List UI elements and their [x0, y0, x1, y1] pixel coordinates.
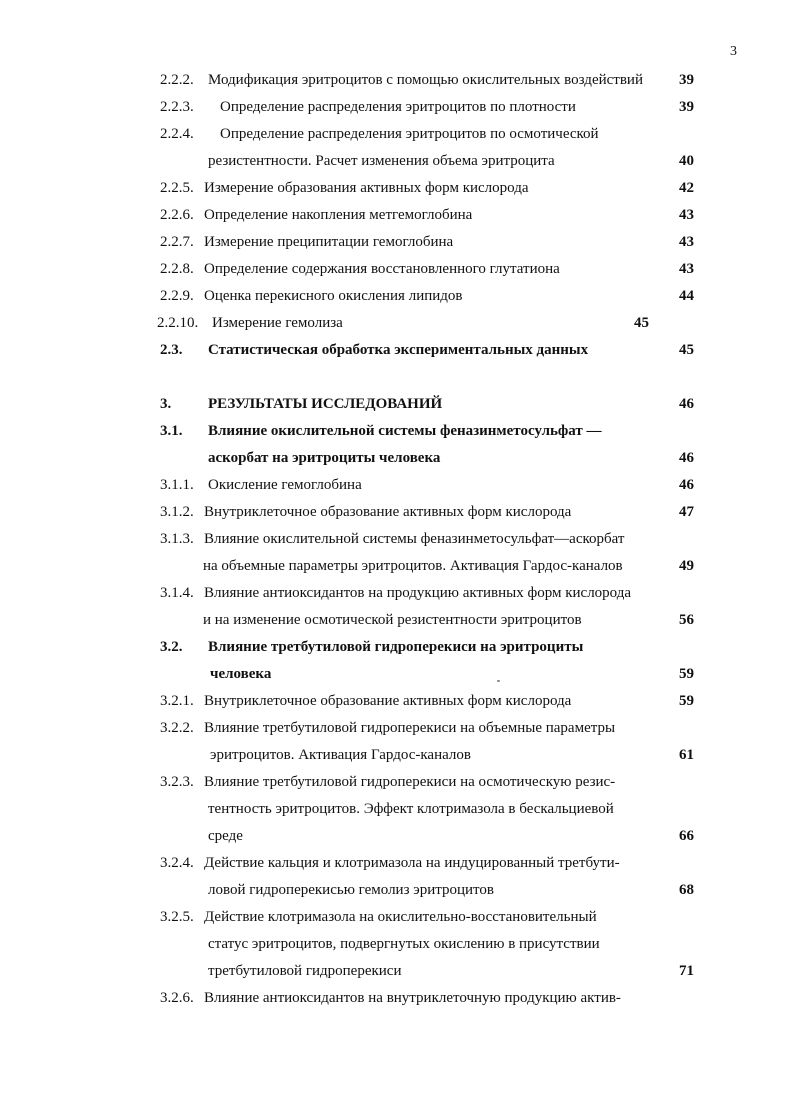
page-ref: 59: [679, 666, 694, 682]
toc-entry-2-2-3: [0, 95, 795, 119]
section-title: Влияние антиоксидантов на внутриклеточную продукцию актив-: [204, 990, 621, 1006]
section-number: 2.2.8.: [160, 261, 194, 277]
section-title-continuation: эритроцитов. Активация Гардос-каналов: [210, 747, 471, 763]
toc-entry-2-3: [0, 338, 795, 362]
section-number: 3.2.2.: [160, 720, 194, 736]
toc-entry-3-2-3-cont2: [0, 824, 795, 848]
toc-entry-3-2-3-cont: [0, 797, 795, 821]
page-ref: 42: [679, 180, 694, 196]
toc-entry-3-1-4-cont: [0, 608, 795, 632]
page-ref: 45: [634, 315, 649, 331]
page-ref: 46: [679, 396, 694, 412]
toc-entry-2-2-4-cont: [0, 149, 795, 173]
section-number: 2.2.7.: [160, 234, 194, 250]
page-ref: 46: [679, 450, 694, 466]
toc-entry-3-1-3: [0, 527, 795, 551]
section-number: 3.2.: [160, 639, 183, 655]
toc-entry-2-2-9: [0, 284, 795, 308]
toc-entry-3-2: [0, 635, 795, 659]
section-title: Измерение образования активных форм кислорода: [204, 180, 529, 196]
toc-entry-3-2-3: [0, 770, 795, 794]
section-title: Определение содержания восстановленного глутатиона: [204, 261, 560, 277]
toc-entry-3-2-5: [0, 905, 795, 929]
section-number: 2.2.4.: [160, 126, 194, 142]
section-title: Определение распределения эритроцитов по осмотической: [220, 126, 599, 142]
section-number: 2.3.: [160, 342, 183, 358]
section-number: 2.2.10.: [157, 315, 199, 331]
toc-entry-2-2-6: [0, 203, 795, 227]
toc-entry-3-2-6: [0, 986, 795, 1010]
toc-entry-3-2-2: [0, 716, 795, 740]
section-title-continuation: аскорбат на эритроциты человека: [208, 450, 441, 466]
page-ref: 45: [679, 342, 694, 358]
section-title-continuation: ловой гидроперекисью гемолиз эритроцитов: [208, 882, 494, 898]
section-title-continuation: резистентности. Расчет изменения объема эритроцита: [208, 153, 555, 169]
section-number: 3.1.4.: [160, 585, 194, 601]
section-number: 2.2.6.: [160, 207, 194, 223]
section-number: 3.2.1.: [160, 693, 194, 709]
toc-entry-3-2-cont: [0, 662, 795, 686]
toc-entry-3-2-2-cont: [0, 743, 795, 767]
toc-entry-2-2-10: [0, 311, 795, 335]
section-title: Влияние третбутиловой гидроперекиси на осмотическую резис-: [204, 774, 616, 790]
page-ref: 44: [679, 288, 694, 304]
toc-entry-3-1-4: [0, 581, 795, 605]
toc-entry-3-2-4: [0, 851, 795, 875]
section-title: Влияние антиоксидантов на продукцию активных форм кислорода: [204, 585, 632, 601]
section-number: 3.1.3.: [160, 531, 194, 547]
section-title-continuation: и на изменение осмотической резистентности эритроцитов: [203, 612, 582, 628]
section-title: Модификация эритроцитов с помощью окислительных воздействий: [208, 72, 643, 88]
section-number: 3.1.1.: [160, 477, 194, 493]
toc-entry-2-2-7: [0, 230, 795, 254]
section-number: 3.2.4.: [160, 855, 194, 871]
page-ref: 66: [679, 828, 694, 844]
page-ref: 47: [679, 504, 694, 520]
toc-entry-3-2-5-cont2: [0, 959, 795, 983]
section-title-continuation: человека: [210, 666, 272, 682]
page-ref: 68: [679, 882, 694, 898]
section-title: Влияние третбутиловой гидроперекиси на объемные параметры: [204, 720, 616, 736]
page-ref: 59: [679, 693, 694, 709]
toc-entry-3-1-1: [0, 473, 795, 497]
toc-entry-3: [0, 392, 795, 416]
toc-entry-2-2-4: [0, 122, 795, 146]
page-ref: 39: [679, 99, 694, 115]
page-ref: 71: [679, 963, 694, 979]
page-ref: 46: [679, 477, 694, 493]
toc-entry-2-2-5: [0, 176, 795, 200]
section-number: 3.2.3.: [160, 774, 194, 790]
section-title-continuation: тентность эритроцитов. Эффект клотримазола в бескальциевой: [208, 801, 614, 817]
section-title: Измерение преципитации гемоглобина: [204, 234, 454, 250]
page-ref: 43: [679, 207, 694, 223]
section-title: Действие кальция и клотримазола на индуцированный третбути-: [204, 855, 620, 871]
page-ref: 43: [679, 261, 694, 277]
page-ref: 49: [679, 558, 694, 574]
page-ref: 40: [679, 153, 694, 169]
section-title: Статистическая обработка экспериментальных данных: [208, 342, 589, 358]
section-title-continuation: третбутиловой гидроперекиси: [208, 963, 402, 979]
section-title: Влияние третбутиловой гидроперекиси на эритроциты: [208, 639, 584, 655]
section-title-continuation: на объемные параметры эритроцитов. Активация Гардос-каналов: [203, 558, 623, 574]
toc-entry-3-2-1: [0, 689, 795, 713]
scan-speck: [497, 680, 500, 682]
section-title: Окисление гемоглобина: [208, 477, 362, 493]
section-title-continuation: статус эритроцитов, подвергнутых окислению в присутствии: [208, 936, 600, 952]
toc-entry-3-2-5-cont: [0, 932, 795, 956]
section-number: 3.: [160, 396, 172, 412]
toc-entry-3-1-3-cont: [0, 554, 795, 578]
toc-entry-2-2-8: [0, 257, 795, 281]
section-title-continuation: среде: [208, 828, 243, 844]
toc-entry-2-2-2: [0, 68, 795, 92]
section-number: 3.2.6.: [160, 990, 194, 1006]
page-ref: 61: [679, 747, 694, 763]
section-title: Влияние окислительной системы феназинметосульфат—аскорбат: [204, 531, 625, 547]
toc-entry-3-1: [0, 419, 795, 443]
section-number: 2.2.3.: [160, 99, 194, 115]
section-title: Оценка перекисного окисления липидов: [204, 288, 463, 304]
page-ref: 43: [679, 234, 694, 250]
section-number: 3.1.: [160, 423, 183, 439]
section-number: 2.2.5.: [160, 180, 194, 196]
section-title: Определение распределения эритроцитов по плотности: [220, 99, 576, 115]
section-number: 2.2.2.: [160, 72, 194, 88]
section-title: Влияние окислительной системы феназинметосульфат —: [208, 423, 602, 439]
page-number: 3: [730, 44, 737, 59]
page-ref: 39: [679, 72, 694, 88]
section-title: Внутриклеточное образование активных форм кислорода: [204, 504, 572, 520]
section-title: Измерение гемолиза: [212, 315, 343, 331]
toc-entry-3-1-2: [0, 500, 795, 524]
section-number: 3.1.2.: [160, 504, 194, 520]
section-title: Действие клотримазола на окислительно-восстановительный: [204, 909, 597, 925]
section-title: Внутриклеточное образование активных форм кислорода: [204, 693, 572, 709]
toc-entry-3-1-cont: [0, 446, 795, 470]
section-number: 2.2.9.: [160, 288, 194, 304]
section-number: 3.2.5.: [160, 909, 194, 925]
page-ref: 56: [679, 612, 694, 628]
toc-entry-3-2-4-cont: [0, 878, 795, 902]
section-title: Определение накопления метгемоглобина: [204, 207, 473, 223]
section-title: РЕЗУЛЬТАТЫ ИССЛЕДОВАНИЙ: [208, 396, 443, 412]
